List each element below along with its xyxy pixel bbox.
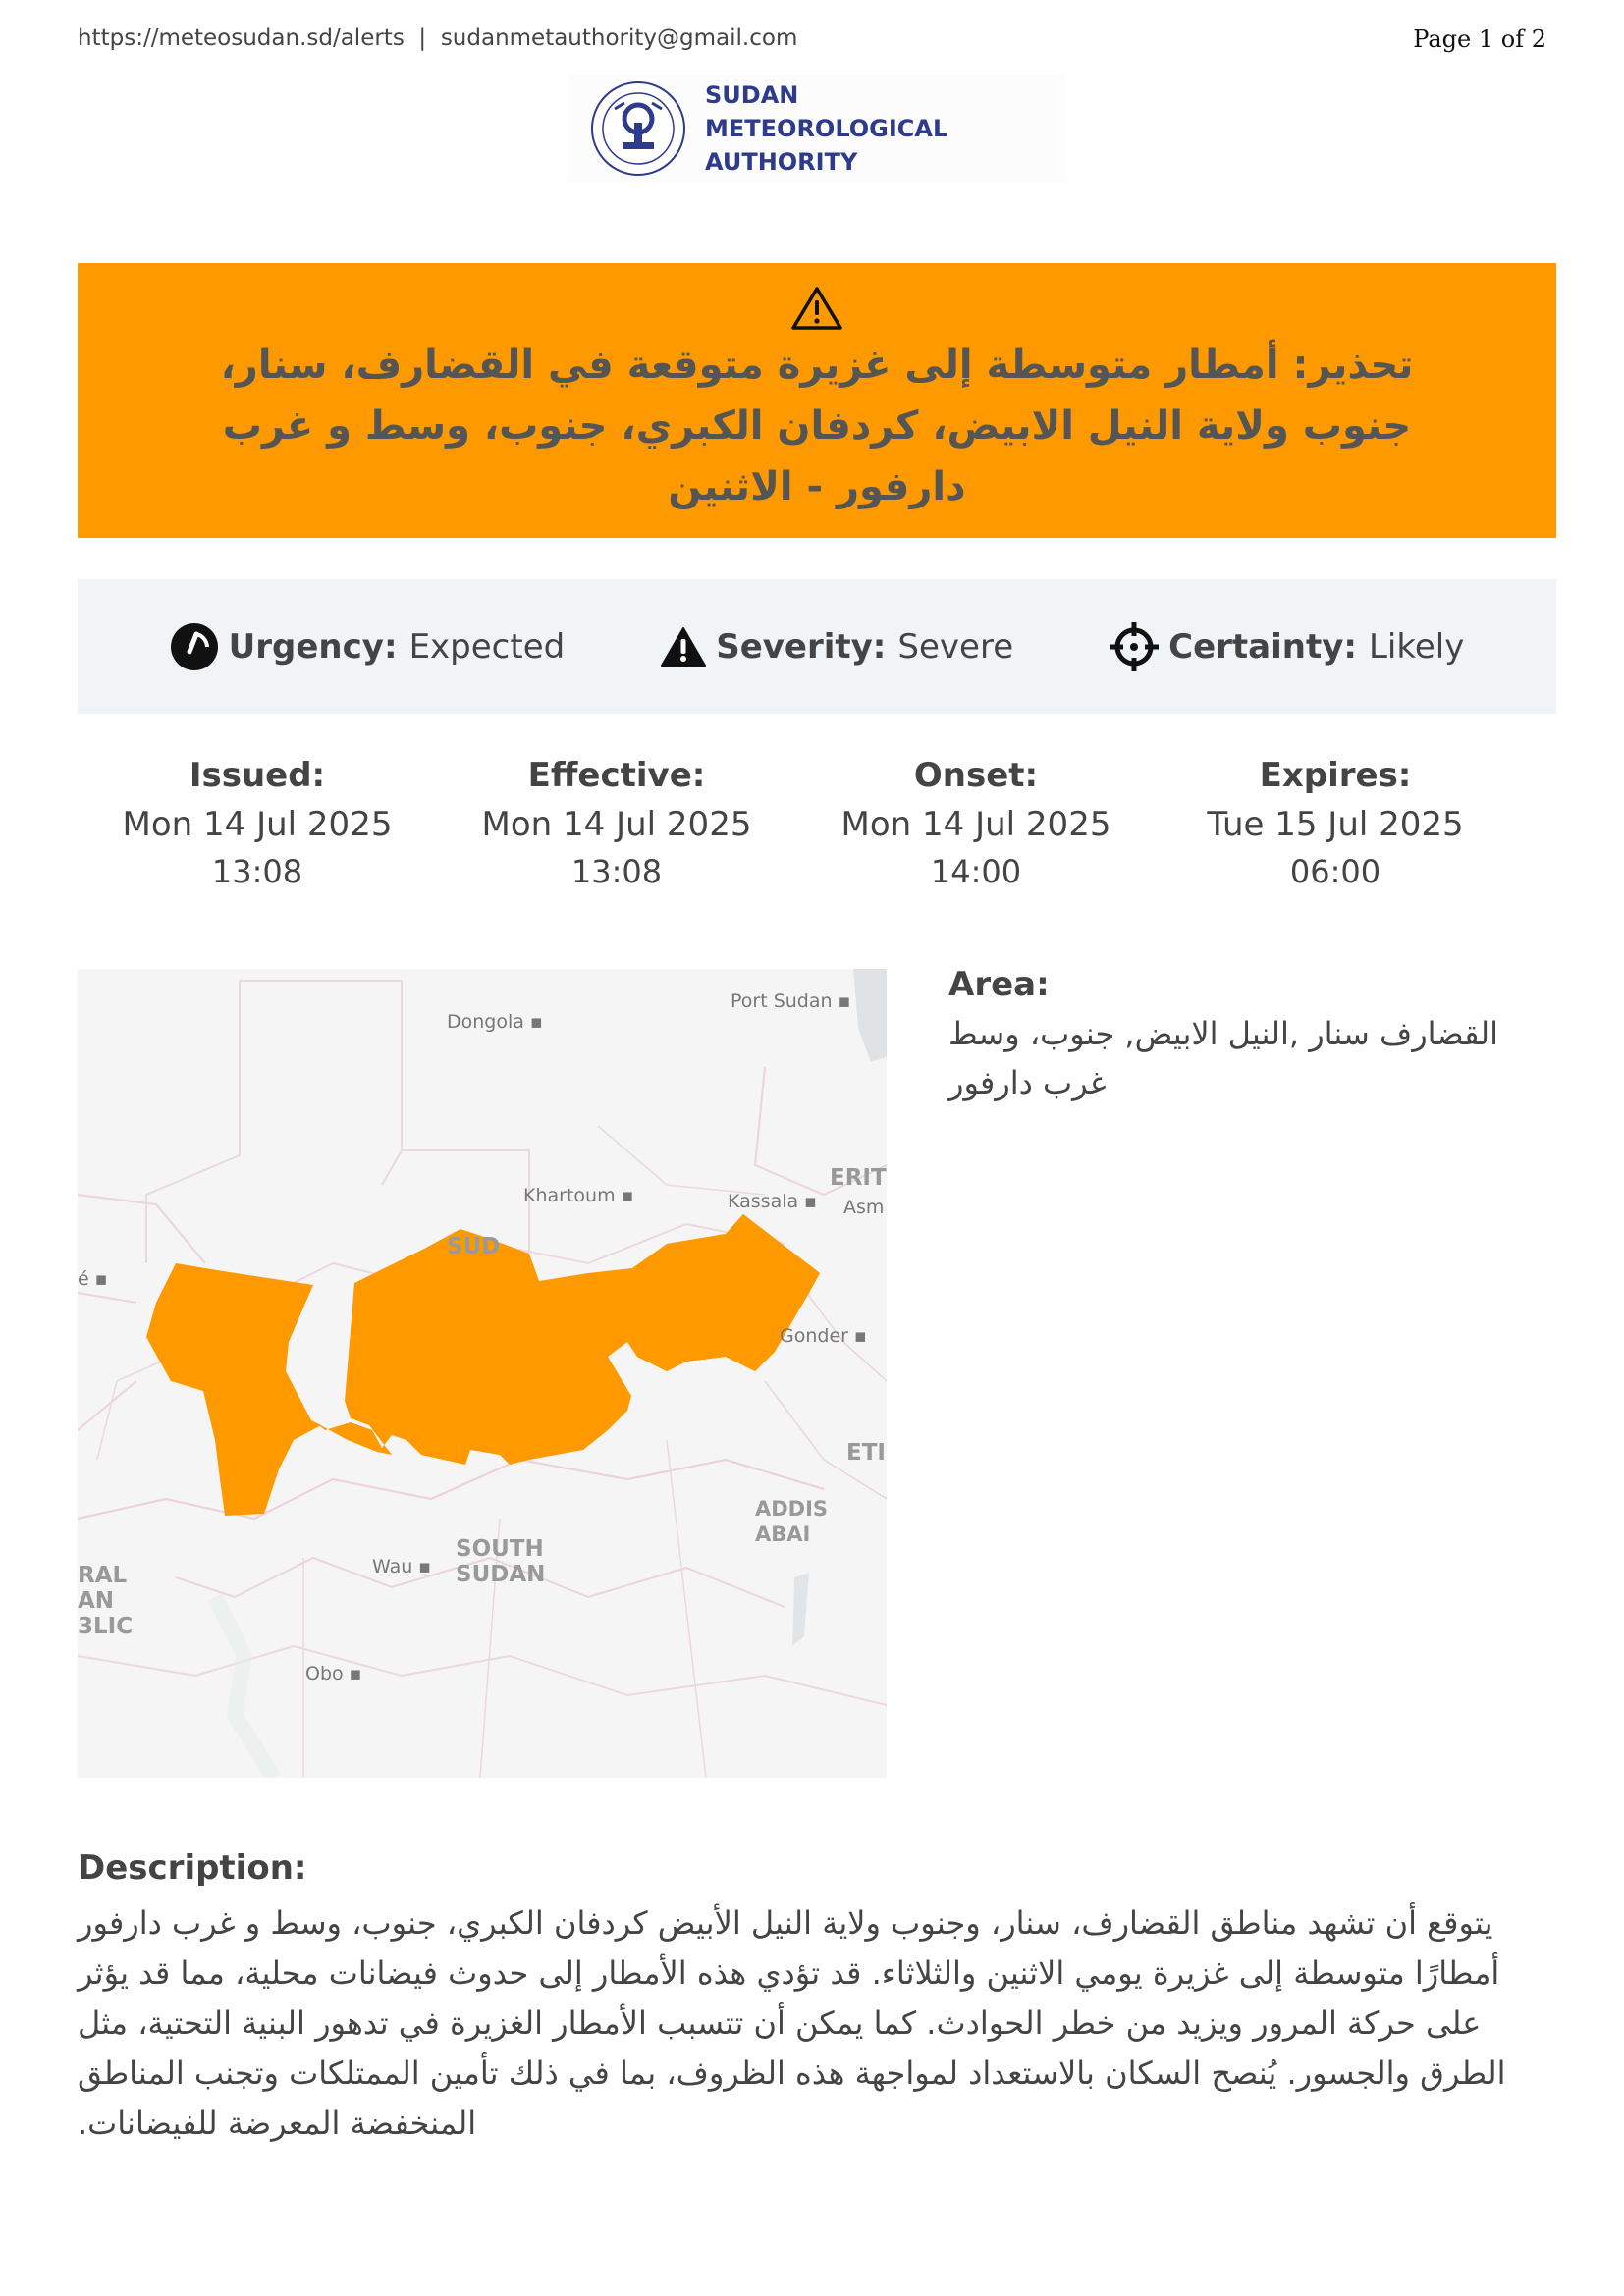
alert-area-map[interactable] [78,969,887,1778]
certainty-item [1110,622,1464,671]
issued-label: Issued: [189,756,326,795]
expires-time: 06:00 [1289,853,1381,890]
map-label-sud: SUD [447,1234,501,1259]
map-label-addis: ADDIS ABAI [755,1497,829,1546]
logo-line-2: METEOROLOGICAL [705,115,948,142]
severity-value: Severe [897,626,1014,667]
logo-line-3: AUTHORITY [705,148,858,176]
logo-text [705,79,947,179]
map-label-erit: ERIT [830,1165,887,1191]
severity-label: Severity: [716,626,887,667]
map-label-gonder: Gonder ▪ [780,1325,867,1347]
exclamation-triangle-icon [661,626,706,667]
effective-time: 13:08 [570,853,663,890]
map-label-port-sudan: Port Sudan ▪ [731,990,851,1012]
certainty-value: Likely [1368,626,1465,667]
region-darfur [146,1263,321,1516]
alert-title: تحذير: أمطار متوسطة إلى غزيرة متوقعة في القضارف، سنار، جنوب ولاية النيل الابيض، كردفان الكبري، جنوب، وسط و غرب دارفور - الاثنين [220,343,1414,509]
page-number: Page 1 of 2 [1413,26,1546,53]
map-label-dongola: Dongola ▪ [447,1011,543,1033]
onset-column [796,751,1156,894]
map-label-asm: Asm [843,1197,885,1218]
description-label: Description: [78,1848,307,1888]
site-url[interactable]: https://meteosudan.sd/alerts [78,26,405,51]
issued-date: Mon 14 Jul 2025 [122,805,393,844]
map-label-car: RAL AN 3LIC [78,1563,134,1639]
effective-date: Mon 14 Jul 2025 [481,805,752,844]
warning-triangle-icon [790,286,843,331]
sma-emblem-icon [589,80,687,178]
crosshair-icon [1110,622,1159,671]
map-label-khartoum: Khartoum ▪ [523,1185,634,1206]
urgency-value: Expected [408,626,566,667]
issued-time: 13:08 [211,853,303,890]
alert-parameters [78,579,1556,714]
sma-logo [568,75,1066,183]
expires-date: Tue 15 Jul 2025 [1207,805,1464,844]
issued-column [78,751,437,894]
urgency-label: Urgency: [228,626,398,667]
area-label: Area: [948,965,1050,1004]
area-value: القضارف سنار ,النيل الابيض, جنوب، وسط غرب دارفور [948,1015,1498,1101]
onset-time: 14:00 [930,853,1022,890]
page-header-contact [78,26,797,51]
map-label-kassala: Kassala ▪ [728,1191,818,1212]
map-label-eti: ETI [846,1440,886,1466]
expires-column [1156,751,1515,894]
map-label-wau: Wau ▪ [372,1556,432,1577]
urgency-item [170,622,566,671]
description-text: يتوقع أن تشهد مناطق القضارف، سنار، وجنوب ولاية النيل الأبيض كردفان الكبري، جنوب، وسط و غرب دارفور أمطارًا متوسطة إلى غزيرة يومي الاثنين والثلاثاء. قد تؤدي هذه الأمطار إلى حدوث فيضانات محلية، مما قد يؤثر على حركة المرور ويزيد من خطر الحوادث. كما يمكن أن تتسبب الأمطار الغزيرة في تدهور البنية التحتية، مثل الطرق والجسور. يُنصح السكان بالاستعداد لمواجهة هذه الظروف، بما في ذلك تأمين الممتلكات وتجنب المناطق المنخفضة المعرضة للفيضانات. [78,1904,1506,2142]
region-gedaref [627,1214,820,1371]
alert-region-polygons [78,969,887,1778]
map-label-obo: Obo ▪ [305,1663,362,1684]
contact-email[interactable]: sudanmetauthority@gmail.com [440,26,798,51]
certainty-label: Certainty: [1168,626,1357,667]
effective-column [437,751,796,894]
map-label-e-mark: é ▪ [78,1268,108,1290]
clock-icon [170,622,219,671]
separator: | [411,26,434,51]
alert-banner [78,263,1556,538]
expires-label: Expires: [1259,756,1412,795]
onset-label: Onset: [913,756,1039,795]
logo-line-1: SUDAN [705,81,799,109]
map-label-south-sudan: SOUTH SUDAN [456,1536,546,1587]
effective-label: Effective: [527,756,706,795]
severity-item [661,626,1013,667]
alert-times [78,751,1556,894]
onset-date: Mon 14 Jul 2025 [840,805,1111,844]
